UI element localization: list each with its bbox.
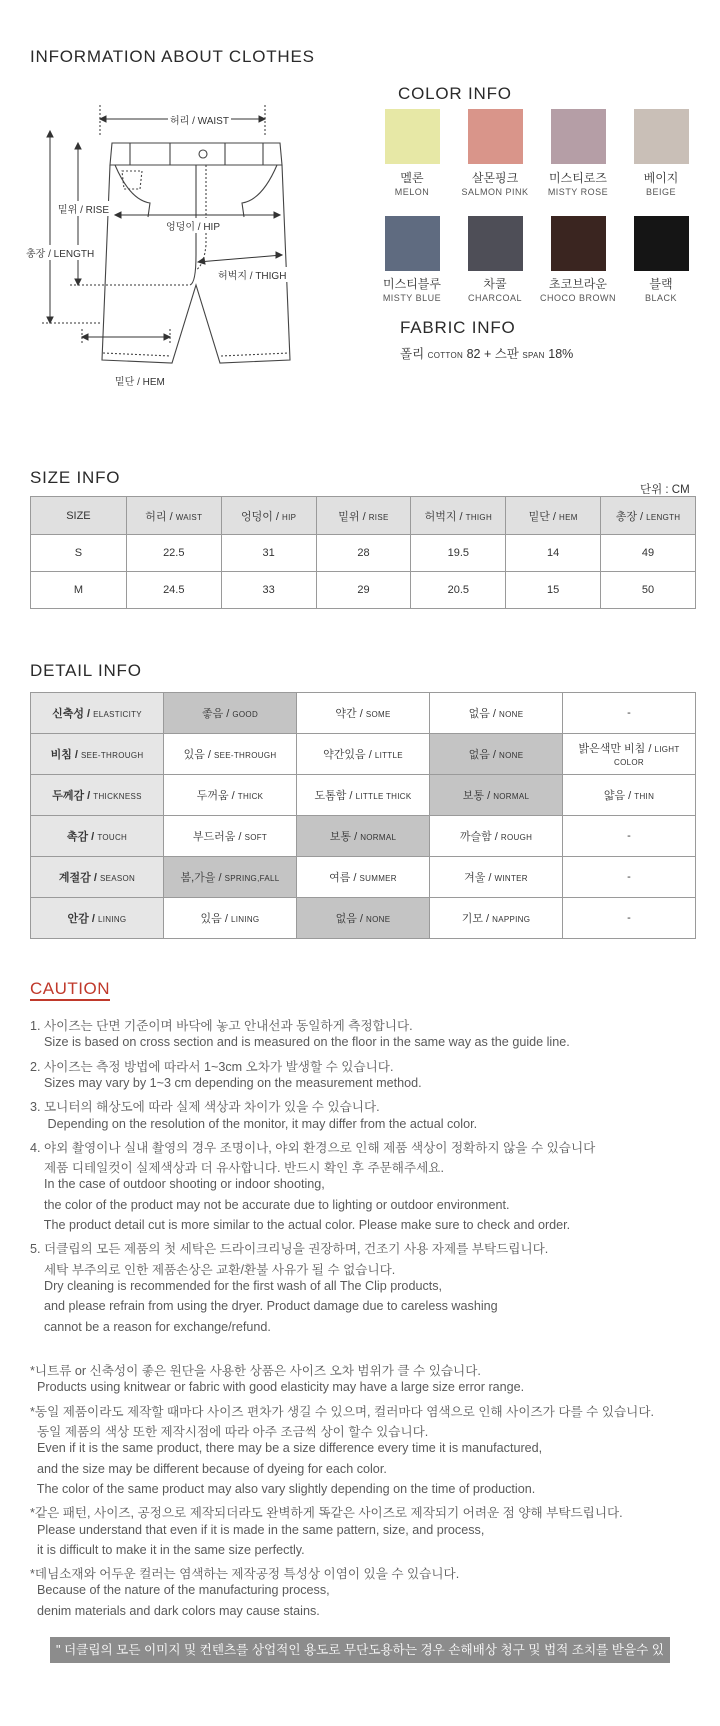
size-cell: 29: [316, 572, 411, 609]
size-info-title: SIZE INFO: [30, 468, 121, 487]
info-title: INFORMATION ABOUT CLOTHES: [30, 47, 315, 66]
detail-cell: 여름 / SUMMER: [297, 857, 430, 898]
caution-heading: [30, 979, 110, 999]
size-cell: 22.5: [126, 535, 221, 572]
detail-row: [31, 693, 696, 734]
caution-line: *데님소재와 어두운 컬러는 염색하는 제작공정 특성상 이염이 있을 수 있습니다.: [30, 1567, 460, 1582]
detail-row-label: 두께감 / THICKNESS: [31, 775, 164, 816]
caution-line: the color of the product may not be accurate due to lighting or outdoor environment.: [30, 1197, 510, 1212]
fabric-material-en-2: SPAN: [522, 351, 545, 360]
caution-line: Because of the nature of the manufacturing process,: [30, 1583, 330, 1598]
detail-cell-selected: 보통 / NORMAL: [297, 816, 430, 857]
detail-cell: -: [563, 898, 696, 939]
color-name-ko: 멜론: [400, 171, 424, 185]
size-header-cell: 밑단 / HEM: [506, 497, 601, 535]
detail-cell: 두꺼움 / THICK: [164, 775, 297, 816]
size-header-cell: 허리 / WAIST: [126, 497, 221, 535]
fabric-value-2: 18%: [548, 347, 574, 361]
detail-cell: 까슬함 / ROUGH: [430, 816, 563, 857]
size-cell: 20.5: [411, 572, 506, 609]
color-name-en: MISTY BLUE: [382, 293, 442, 303]
detail-row: [31, 816, 696, 857]
detail-cell: 약간있음 / LITTLE: [297, 734, 430, 775]
color-swatch[interactable]: [385, 216, 440, 271]
size-header-cell: SIZE: [31, 497, 127, 535]
size-cell: 19.5: [411, 535, 506, 572]
caution-line: cannot be a reason for exchange/refund.: [30, 1319, 271, 1334]
color-name-en: BEIGE: [645, 187, 676, 197]
detail-cell: -: [563, 816, 696, 857]
color-name-ko: 초코브라운: [549, 277, 607, 291]
size-cell: M: [31, 572, 127, 609]
fabric-info-title: FABRIC INFO: [400, 318, 516, 337]
detail-cell-selected: 좋음 / GOOD: [164, 693, 297, 734]
color-name-en: MELON: [394, 187, 430, 197]
color-name-ko: 미스티로즈: [549, 171, 607, 185]
size-table-row: [31, 572, 696, 609]
color-swatch[interactable]: [468, 109, 523, 164]
fabric-composition: [400, 344, 573, 362]
caution-line: Products using knitwear or fabric with good elasticity may have a large size error range.: [30, 1380, 525, 1395]
detail-row-label: 촉감 / TOUCH: [31, 816, 164, 857]
caution-line: Depending on the resolution of the monitor, it may differ from the actual color.: [30, 1116, 478, 1131]
detail-row: [31, 857, 696, 898]
color-name-en: SALMON PINK: [461, 187, 529, 197]
color-name-en: CHARCOAL: [467, 293, 522, 303]
caution-line: *니트류 or 신축성이 좋은 원단을 사용한 상품은 사이즈 오차 범위가 클 수 있습니다.: [30, 1364, 481, 1379]
caution-line: Dry cleaning is recommended for the first wash of all The Clip products,: [30, 1278, 443, 1293]
length-label: 총장 / LENGTH: [24, 245, 96, 260]
detail-cell-selected: 없음 / NONE: [430, 734, 563, 775]
rise-label: 밑위 / RISE: [56, 201, 111, 216]
caution-title: CAUTION: [30, 979, 110, 1001]
size-header-cell: 허벅지 / THIGH: [411, 497, 506, 535]
size-header-cell: 총장 / LENGTH: [601, 497, 696, 535]
color-swatch[interactable]: [385, 109, 440, 164]
caution-line: 3. 모니터의 해상도에 따라 실제 색상과 차이가 있을 수 있습니다.: [30, 1100, 380, 1115]
color-name-en: CHOCO BROWN: [540, 293, 616, 303]
size-cell: 31: [221, 535, 316, 572]
size-cell: 49: [601, 535, 696, 572]
detail-cell-selected: 봄,가을 / SPRING,FALL: [164, 857, 297, 898]
waistband-shape: [110, 143, 282, 165]
color-name-en: MISTY ROSE: [547, 187, 609, 197]
color-name-ko: 미스티블루: [383, 277, 441, 291]
caution-line: 4. 야외 촬영이나 실내 촬영의 경우 조명이나, 야외 환경으로 인해 제품 색상이 정확하지 않을 수 있습니다: [30, 1140, 596, 1155]
size-unit: 단위 : CM: [640, 484, 690, 496]
caution-line: In the case of outdoor shooting or indoor shooting,: [30, 1177, 325, 1192]
color-swatch[interactable]: [551, 109, 606, 164]
caution-line: and the size may be different because of dyeing for each color.: [30, 1461, 387, 1476]
detail-row-label: 비침 / SEE-THROUGH: [31, 734, 164, 775]
caution-line: and please refrain from using the dryer. Product damage due to careless washing: [30, 1299, 498, 1314]
caution-line: Size is based on cross section and is measured on the floor in the same way as the guide line.: [30, 1035, 570, 1050]
copyright-notice: " 더클립의 모든 이미지 및 컨텐츠를 상업적인 용도로 무단도용하는 경우 손해배상 청구 및 법적 조치를 받을수 있습니다. ": [50, 1637, 670, 1663]
size-table: [30, 496, 696, 609]
detail-cell: 없음 / NONE: [430, 693, 563, 734]
color-swatch[interactable]: [468, 216, 523, 271]
caution-line: 2. 사이즈는 측정 방법에 따라서 1~3cm 오차가 발생할 수 있습니다.: [30, 1059, 394, 1074]
detail-cell: 도톰함 / LITTLE THICK: [297, 775, 430, 816]
detail-row: [31, 734, 696, 775]
color-name-ko: 살몬핑크: [471, 171, 519, 185]
caution-line: 동일 제품의 색상 또한 제작시점에 따라 아주 조금씩 상이 할수 있습니다.: [30, 1425, 429, 1439]
caution-line: it is difficult to make it in the same size perfectly.: [30, 1542, 305, 1557]
fabric-value-1: 82 + 스판: [466, 347, 519, 361]
detail-cell: -: [563, 693, 696, 734]
thigh-label: 허벅지 / THIGH: [216, 267, 288, 282]
detail-row: [31, 898, 696, 939]
detail-cell: 있음 / LINING: [164, 898, 297, 939]
color-swatch[interactable]: [634, 109, 689, 164]
size-cell: S: [31, 535, 127, 572]
detail-cell: -: [563, 857, 696, 898]
caution-line: 세탁 부주의로 인한 제품손상은 교환/환불 사유가 될 수 없습니다.: [30, 1262, 396, 1277]
size-header-cell: 밑위 / RISE: [316, 497, 411, 535]
detail-cell: 밝은색만 비침 / LIGHT COLOR: [563, 734, 696, 775]
detail-row: [31, 775, 696, 816]
size-cell: 15: [506, 572, 601, 609]
detail-cell: 부드러움 / SOFT: [164, 816, 297, 857]
caution-line: Even if it is the same product, there may be a size difference every time it is manufactured,: [30, 1441, 543, 1456]
caution-line: The product detail cut is more similar to the actual color. Please make sure to check and order.: [30, 1218, 571, 1232]
caution-line: 5. 더클립의 모든 제품의 첫 세탁은 드라이크리닝을 권장하며, 건조기 사용 자제를 부탁드립니다.: [30, 1242, 549, 1257]
color-swatch[interactable]: [634, 216, 689, 271]
detail-cell: 얇음 / THIN: [563, 775, 696, 816]
size-cell: 28: [316, 535, 411, 572]
fabric-material-ko: 폴리: [400, 347, 425, 361]
color-name-ko: 베이지: [643, 171, 679, 185]
detail-cell-selected: 없음 / NONE: [297, 898, 430, 939]
caution-line: Please understand that even if it is made in the same pattern, size, and process,: [30, 1522, 485, 1537]
size-cell: 14: [506, 535, 601, 572]
caution-line: The color of the same product may also vary slightly depending on the time of production.: [30, 1481, 536, 1496]
detail-cell-selected: 보통 / NORMAL: [430, 775, 563, 816]
caution-line: *같은 패턴, 사이즈, 공정으로 제작되더라도 완벽하게 똑같은 사이즈로 제작되기 어려운 점 양해 부탁드립니다.: [30, 1506, 623, 1521]
detail-cell: 겨울 / WINTER: [430, 857, 563, 898]
caution-line: 제품 디테일컷이 실제색상과 더 유사합니다. 반드시 확인 후 주문해주세요.: [30, 1161, 444, 1176]
fabric-material-en: COTTON: [427, 351, 464, 360]
detail-table: [30, 692, 696, 939]
waist-label: 허리 / WAIST: [168, 112, 231, 127]
color-name-en: BLACK: [644, 293, 677, 303]
detail-info-title: DETAIL INFO: [30, 661, 142, 680]
size-table-header-row: [31, 497, 696, 535]
detail-row-label: 안감 / LINING: [31, 898, 164, 939]
size-header-cell: 엉덩이 / HIP: [221, 497, 316, 535]
caution-line: *동일 제품이라도 제작할 때마다 사이즈 편차가 생길 수 있으며, 컬러마다 염색으로 인해 사이즈가 다를 수 있습니다.: [30, 1404, 654, 1419]
size-cell: 33: [221, 572, 316, 609]
size-cell: 24.5: [126, 572, 221, 609]
caution-line: 1. 사이즈는 단면 기준이며 바닥에 놓고 안내선과 동일하게 측정합니다.: [30, 1019, 413, 1033]
detail-cell: 약간 / SOME: [297, 693, 430, 734]
color-name-ko: 차콜: [483, 277, 507, 291]
detail-row-label: 신축성 / ELASTICITY: [31, 693, 164, 734]
color-swatch[interactable]: [551, 216, 606, 271]
caution-line: denim materials and dark colors may cause stains.: [30, 1603, 320, 1618]
detail-cell: 있음 / SEE-THROUGH: [164, 734, 297, 775]
caution-line: Sizes may vary by 1~3 cm depending on the measurement method.: [30, 1075, 422, 1090]
color-name-ko: 블랙: [649, 277, 673, 291]
size-table-row: [31, 535, 696, 572]
color-info-title: COLOR INFO: [398, 84, 512, 103]
detail-row-label: 계절감 / SEASON: [31, 857, 164, 898]
size-cell: 50: [601, 572, 696, 609]
hip-label: 엉덩이 / HIP: [164, 218, 222, 233]
hem-label: 밑단 / HEM: [115, 377, 165, 388]
detail-cell: 기모 / NAPPING: [430, 898, 563, 939]
